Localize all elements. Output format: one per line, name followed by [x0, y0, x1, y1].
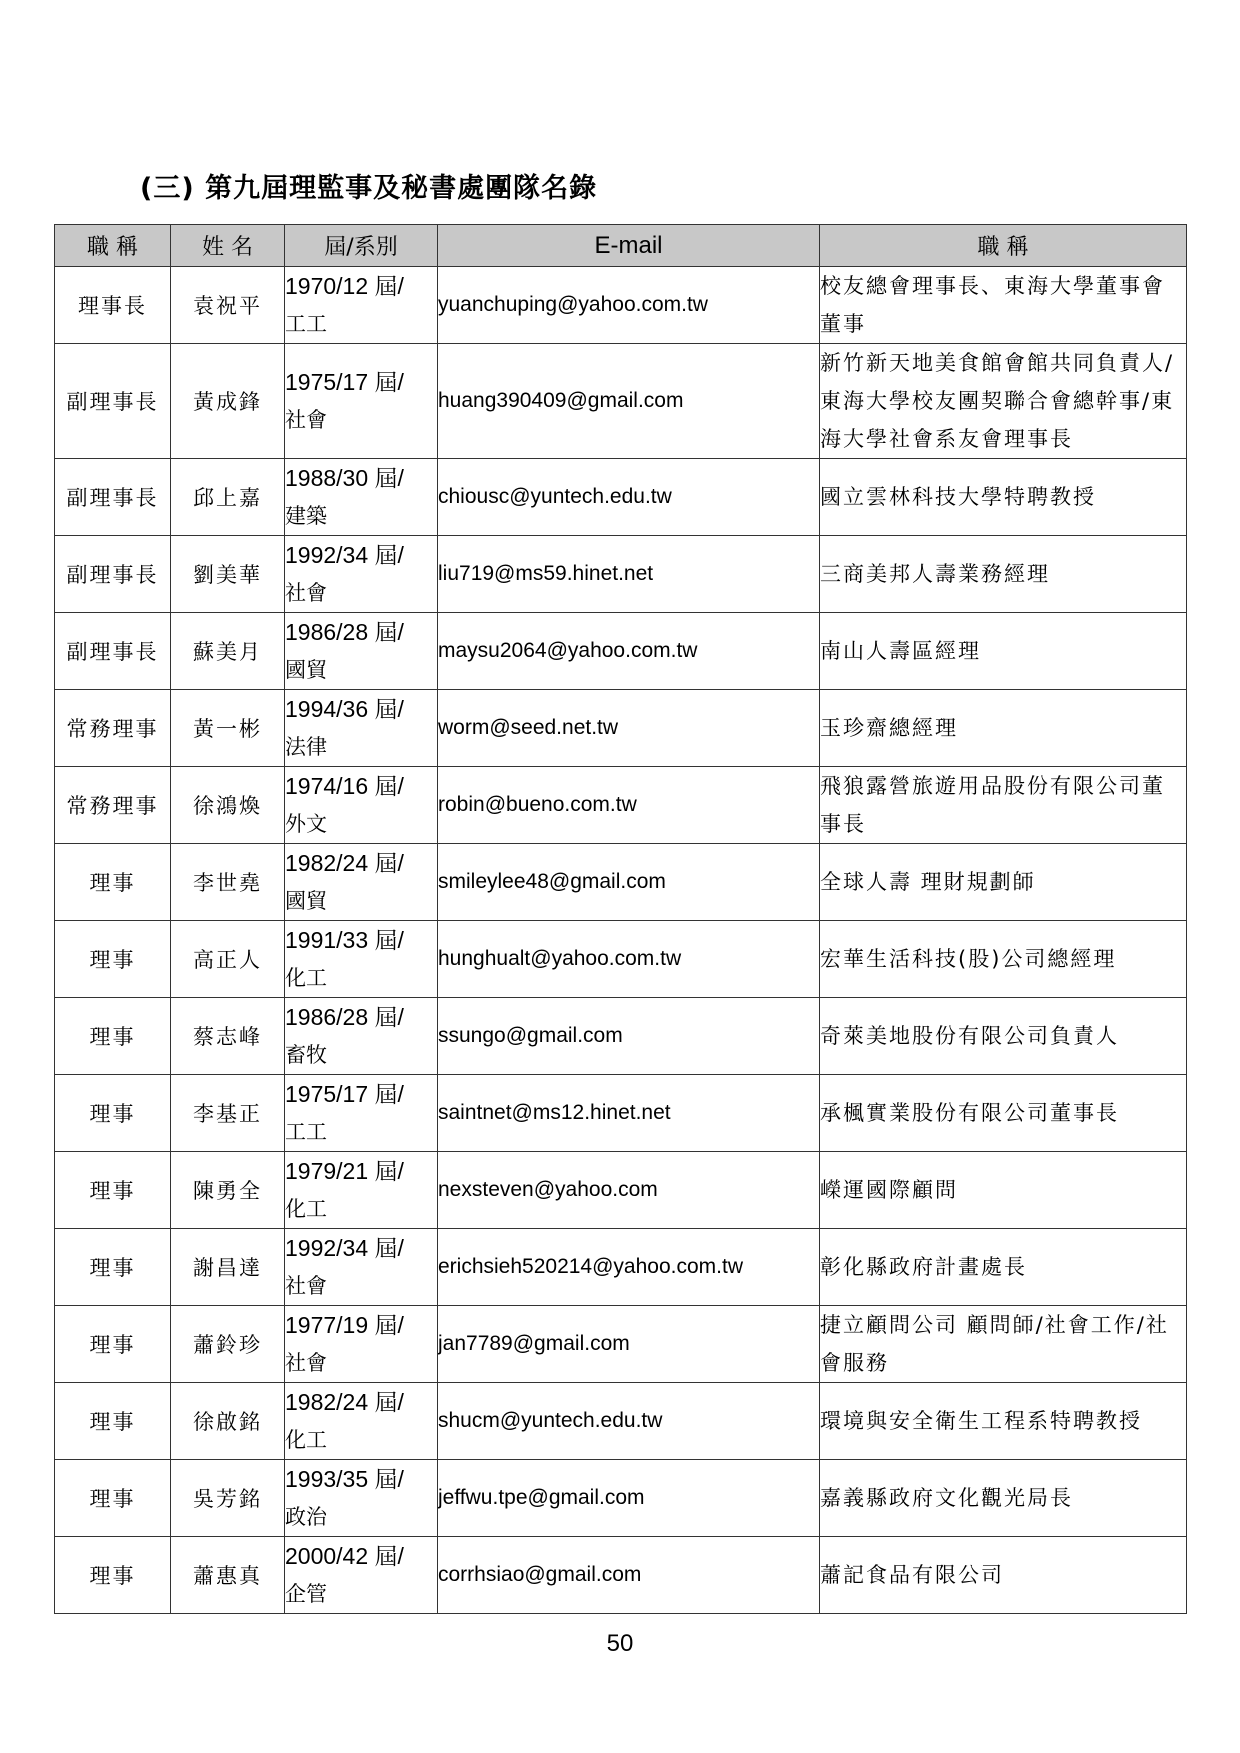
member-email: huang390409@gmail.com — [438, 344, 820, 459]
member-email: liu719@ms59.hinet.net — [438, 536, 820, 613]
table-row — [55, 1460, 1187, 1537]
member-title: 理事 — [55, 844, 171, 921]
member-position: 玉珍齋總經理 — [820, 690, 1187, 767]
table-row — [55, 459, 1187, 536]
table-row — [55, 767, 1187, 844]
member-title: 理事 — [55, 1075, 171, 1152]
member-email: ssungo@gmail.com — [438, 998, 820, 1075]
member-class — [285, 1152, 438, 1229]
class-year: 1974/16 屆/ — [285, 773, 404, 799]
class-department: 化工 — [285, 1197, 327, 1221]
member-name: 徐啟銘 — [171, 1383, 285, 1460]
class-department: 外文 — [285, 812, 327, 836]
class-department: 化工 — [285, 966, 327, 990]
member-title: 理事 — [55, 1306, 171, 1383]
header-email: E-mail — [438, 225, 820, 267]
member-position: 蕭記食品有限公司 — [820, 1537, 1187, 1614]
member-position: 承楓實業股份有限公司董事長 — [820, 1075, 1187, 1152]
member-title: 理事 — [55, 921, 171, 998]
class-department: 國貿 — [285, 658, 327, 682]
member-email: shucm@yuntech.edu.tw — [438, 1383, 820, 1460]
member-name: 蔡志峰 — [171, 998, 285, 1075]
header-position: 職 稱 — [820, 225, 1187, 267]
table-row — [55, 921, 1187, 998]
member-position: 嘉義縣政府文化觀光局長 — [820, 1460, 1187, 1537]
class-department: 社會 — [285, 1274, 327, 1298]
class-year: 1992/34 屆/ — [285, 1235, 404, 1261]
member-position: 宏華生活科技(股)公司總經理 — [820, 921, 1187, 998]
header-title: 職 稱 — [55, 225, 171, 267]
member-class — [285, 1460, 438, 1537]
member-position: 奇萊美地股份有限公司負責人 — [820, 998, 1187, 1075]
class-year: 1982/24 屆/ — [285, 1389, 404, 1415]
class-year: 1977/19 屆/ — [285, 1312, 404, 1338]
member-name: 黃成鋒 — [171, 344, 285, 459]
table-row — [55, 998, 1187, 1075]
member-class — [285, 998, 438, 1075]
class-department: 建築 — [285, 504, 327, 528]
member-email: hunghualt@yahoo.com.tw — [438, 921, 820, 998]
member-email: robin@bueno.com.tw — [438, 767, 820, 844]
table-row — [55, 267, 1187, 344]
class-department: 國貿 — [285, 889, 327, 913]
table-row — [55, 690, 1187, 767]
member-position: 南山人壽區經理 — [820, 613, 1187, 690]
member-email: chiousc@yuntech.edu.tw — [438, 459, 820, 536]
member-position: 新竹新天地美食館會館共同負責人/東海大學校友團契聯合會總幹事/東海大學社會系友會理事長 — [820, 344, 1187, 459]
member-title: 副理事長 — [55, 536, 171, 613]
member-name: 謝昌達 — [171, 1229, 285, 1306]
member-class — [285, 844, 438, 921]
member-email: jeffwu.tpe@gmail.com — [438, 1460, 820, 1537]
class-department: 政治 — [285, 1505, 327, 1529]
class-year: 1986/28 屆/ — [285, 619, 404, 645]
member-class — [285, 767, 438, 844]
member-class — [285, 690, 438, 767]
member-name: 高正人 — [171, 921, 285, 998]
member-position: 彰化縣政府計畫處長 — [820, 1229, 1187, 1306]
member-position: 環境與安全衛生工程系特聘教授 — [820, 1383, 1187, 1460]
page-number: 50 — [606, 1630, 634, 1657]
member-name: 黃一彬 — [171, 690, 285, 767]
header-row — [55, 225, 1187, 267]
class-department: 工工 — [285, 1120, 327, 1144]
table-row — [55, 1152, 1187, 1229]
class-department: 企管 — [285, 1582, 327, 1606]
table-row — [55, 344, 1187, 459]
member-title: 理事 — [55, 1460, 171, 1537]
member-class — [285, 1383, 438, 1460]
member-class — [285, 1229, 438, 1306]
class-department: 法律 — [285, 735, 327, 759]
member-position: 國立雲林科技大學特聘教授 — [820, 459, 1187, 536]
member-name: 李基正 — [171, 1075, 285, 1152]
class-year: 1979/21 屆/ — [285, 1158, 404, 1184]
member-email: erichsieh520214@yahoo.com.tw — [438, 1229, 820, 1306]
member-name: 李世堯 — [171, 844, 285, 921]
member-class — [285, 459, 438, 536]
member-position: 校友總會理事長、東海大學董事會董事 — [820, 267, 1187, 344]
member-name: 蕭惠真 — [171, 1537, 285, 1614]
member-email: corrhsiao@gmail.com — [438, 1537, 820, 1614]
class-department: 工工 — [285, 312, 327, 336]
member-title: 副理事長 — [55, 613, 171, 690]
class-year: 1986/28 屆/ — [285, 1004, 404, 1030]
class-year: 1970/12 屆/ — [285, 273, 404, 299]
member-class — [285, 267, 438, 344]
member-name: 蘇美月 — [171, 613, 285, 690]
member-title: 副理事長 — [55, 344, 171, 459]
table-row — [55, 1075, 1187, 1152]
member-position: 嶸運國際顧問 — [820, 1152, 1187, 1229]
member-class — [285, 536, 438, 613]
class-year: 1991/33 屆/ — [285, 927, 404, 953]
header-name: 姓 名 — [171, 225, 285, 267]
class-department: 社會 — [285, 408, 327, 432]
class-year: 1975/17 屆/ — [285, 1081, 404, 1107]
member-name: 邱上嘉 — [171, 459, 285, 536]
class-year: 1975/17 屆/ — [285, 369, 404, 395]
page-title: (三) 第九屆理監事及秘書處團隊名錄 — [140, 173, 598, 204]
member-class — [285, 1075, 438, 1152]
member-class — [285, 1537, 438, 1614]
member-email: nexsteven@yahoo.com — [438, 1152, 820, 1229]
member-position: 飛狼露營旅遊用品股份有限公司董事長 — [820, 767, 1187, 844]
member-email: saintnet@ms12.hinet.net — [438, 1075, 820, 1152]
class-year: 1982/24 屆/ — [285, 850, 404, 876]
member-title: 常務理事 — [55, 690, 171, 767]
table-row — [55, 536, 1187, 613]
member-title: 理事 — [55, 1383, 171, 1460]
table-body — [55, 267, 1187, 1614]
table-row — [55, 844, 1187, 921]
class-department: 畜牧 — [285, 1043, 327, 1067]
member-name: 蕭鈴珍 — [171, 1306, 285, 1383]
class-year: 1992/34 屆/ — [285, 542, 404, 568]
class-department: 社會 — [285, 1351, 327, 1375]
member-position: 捷立顧問公司 顧問師/社會工作/社會服務 — [820, 1306, 1187, 1383]
member-email: jan7789@gmail.com — [438, 1306, 820, 1383]
member-class — [285, 1306, 438, 1383]
member-position: 三商美邦人壽業務經理 — [820, 536, 1187, 613]
member-position: 全球人壽 理財規劃師 — [820, 844, 1187, 921]
member-email: yuanchuping@yahoo.com.tw — [438, 267, 820, 344]
table-row — [55, 613, 1187, 690]
header-class: 屆/系別 — [285, 225, 438, 267]
member-title: 常務理事 — [55, 767, 171, 844]
class-year: 2000/42 屆/ — [285, 1543, 404, 1569]
table-row — [55, 1383, 1187, 1460]
member-name: 徐鴻煥 — [171, 767, 285, 844]
class-department: 化工 — [285, 1428, 327, 1452]
class-year: 1993/35 屆/ — [285, 1466, 404, 1492]
member-title: 理事長 — [55, 267, 171, 344]
member-class — [285, 613, 438, 690]
member-title: 理事 — [55, 1152, 171, 1229]
member-title: 理事 — [55, 1537, 171, 1614]
member-class — [285, 344, 438, 459]
class-year: 1988/30 屆/ — [285, 465, 404, 491]
member-title: 理事 — [55, 1229, 171, 1306]
member-email: worm@seed.net.tw — [438, 690, 820, 767]
member-email: smileylee48@gmail.com — [438, 844, 820, 921]
member-title: 理事 — [55, 998, 171, 1075]
class-year: 1994/36 屆/ — [285, 696, 404, 722]
member-email: maysu2064@yahoo.com.tw — [438, 613, 820, 690]
member-name: 陳勇全 — [171, 1152, 285, 1229]
directory-table — [54, 224, 1187, 1614]
member-name: 吳芳銘 — [171, 1460, 285, 1537]
member-title: 副理事長 — [55, 459, 171, 536]
class-department: 社會 — [285, 581, 327, 605]
table-row — [55, 1229, 1187, 1306]
table-row — [55, 1306, 1187, 1383]
table-row — [55, 1537, 1187, 1614]
member-class — [285, 921, 438, 998]
member-name: 劉美華 — [171, 536, 285, 613]
member-name: 袁祝平 — [171, 267, 285, 344]
